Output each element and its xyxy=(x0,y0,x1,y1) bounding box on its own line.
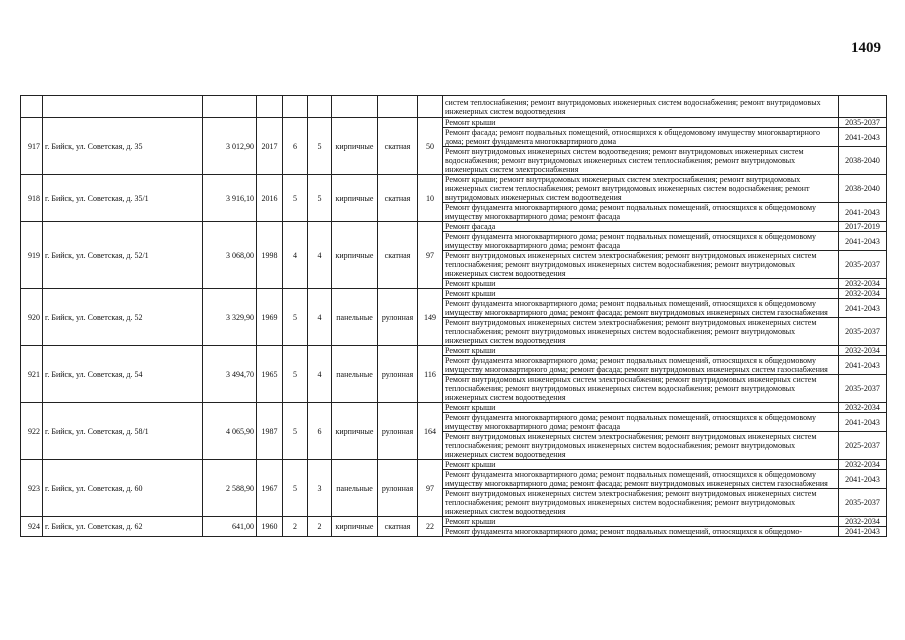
wall-material: панельные xyxy=(332,460,378,517)
table-row xyxy=(21,118,887,128)
table-row xyxy=(21,222,887,232)
work-period: 2035-2037 xyxy=(839,251,887,279)
work-description: Ремонт фундамента многоквартирного дома; ремонт подвальных помещений, относящихся к общедомовому имуществу многоквартирного дома; ремонт фасада; ремонт внутридомовых инженерных систем газоснабжения xyxy=(443,299,839,318)
work-description: Ремонт внутридомовых инженерных систем электроснабжения; ремонт внутридомовых инженерных систем теплоснабжения; ремонт внутридомовых инженерных систем водоснабжения; ремонт внутридомовых инженерных систем водоотведения xyxy=(443,432,839,460)
table-row xyxy=(21,517,887,527)
resident-count: 97 xyxy=(418,460,443,517)
house-number: 923 xyxy=(21,460,43,517)
house-address: г. Бийск, ул. Советская, д. 58/1 xyxy=(43,403,203,460)
floor-count: 5 xyxy=(283,460,308,517)
work-period: 2041-2043 xyxy=(839,470,887,489)
roof-type: рулонная xyxy=(378,346,418,403)
resident-count: 164 xyxy=(418,403,443,460)
work-description: Ремонт крыши xyxy=(443,403,839,413)
house-address: г. Бийск, ул. Советская, д. 54 xyxy=(43,346,203,403)
resident-count: 50 xyxy=(418,118,443,175)
work-period: 2035-2037 xyxy=(839,489,887,517)
wall-material: панельные xyxy=(332,346,378,403)
construction-year: 1969 xyxy=(257,289,283,346)
work-description: Ремонт фундамента многоквартирного дома; ремонт подвальных помещений, относящихся к общедомо- xyxy=(443,527,839,537)
house-area: 3 916,10 xyxy=(203,175,257,222)
construction-year: 2017 xyxy=(257,118,283,175)
entrance-count: 2 xyxy=(308,517,332,537)
construction-year: 1965 xyxy=(257,346,283,403)
entrance-count: 4 xyxy=(308,289,332,346)
floor-count: 4 xyxy=(283,222,308,289)
roof-type: рулонная xyxy=(378,460,418,517)
house-address: г. Бийск, ул. Советская, д. 35/1 xyxy=(43,175,203,222)
work-description: Ремонт внутридомовых инженерных систем электроснабжения; ремонт внутридомовых инженерных систем теплоснабжения; ремонт внутридомовых инженерных систем водоснабжения; ремонт внутридомовых инженерных систем водоотведения xyxy=(443,318,839,346)
resident-count: 22 xyxy=(418,517,443,537)
work-period: 2035-2037 xyxy=(839,118,887,128)
house-number: 919 xyxy=(21,222,43,289)
work-period: 2032-2034 xyxy=(839,460,887,470)
work-period: 2032-2034 xyxy=(839,403,887,413)
roof-type: рулонная xyxy=(378,403,418,460)
work-period: 2041-2043 xyxy=(839,128,887,147)
work-description: Ремонт фундамента многоквартирного дома; ремонт подвальных помещений, относящихся к общедомовому имуществу многоквартирного дома; ремонт фасада; ремонт внутридомовых инженерных систем газоснабжения xyxy=(443,356,839,375)
work-period: 2032-2034 xyxy=(839,289,887,299)
work-description: Ремонт крыши xyxy=(443,279,839,289)
house-number: 921 xyxy=(21,346,43,403)
wall-material: кирпичные xyxy=(332,403,378,460)
table-row xyxy=(21,403,887,413)
wall-material: кирпичные xyxy=(332,118,378,175)
work-description: Ремонт внутридомовых инженерных систем электроснабжения; ремонт внутридомовых инженерных систем теплоснабжения; ремонт внутридомовых инженерных систем водоснабжения; ремонт внутридомовых инженерных систем водоотведения xyxy=(443,375,839,403)
construction-year: 2016 xyxy=(257,175,283,222)
work-description: Ремонт крыши xyxy=(443,346,839,356)
floor-count: 5 xyxy=(283,346,308,403)
resident-count: 116 xyxy=(418,346,443,403)
roof-type: рулонная xyxy=(378,289,418,346)
work-description: Ремонт крыши; ремонт внутридомовых инженерных систем электроснабжения; ремонт внутридомовых инженерных систем теплоснабжения; ремонт внутридомовых инженерных систем водоснабжения; ремонт внутридомовых инженерных систем водоотведения xyxy=(443,175,839,203)
entrance-count: 6 xyxy=(308,403,332,460)
work-period: 2032-2034 xyxy=(839,279,887,289)
work-period: 2038-2040 xyxy=(839,175,887,203)
work-period: 2032-2034 xyxy=(839,517,887,527)
work-description: Ремонт фундамента многоквартирного дома; ремонт подвальных помещений, относящихся к общедомовому имуществу многоквартирного дома; ремонт фасада xyxy=(443,203,839,222)
work-period: 2032-2034 xyxy=(839,346,887,356)
house-address: г. Бийск, ул. Советская, д. 60 xyxy=(43,460,203,517)
work-period: 2035-2037 xyxy=(839,318,887,346)
work-description: Ремонт крыши xyxy=(443,289,839,299)
floor-count: 5 xyxy=(283,289,308,346)
work-period: 2035-2037 xyxy=(839,375,887,403)
work-period: 2041-2043 xyxy=(839,203,887,222)
wall-material: кирпичные xyxy=(332,222,378,289)
entrance-count: 4 xyxy=(308,222,332,289)
wall-material: панельные xyxy=(332,289,378,346)
house-area: 3 012,90 xyxy=(203,118,257,175)
work-description: Ремонт крыши xyxy=(443,460,839,470)
entrance-count: 4 xyxy=(308,346,332,403)
wall-material: кирпичные xyxy=(332,175,378,222)
roof-type: скатная xyxy=(378,118,418,175)
table-row xyxy=(21,460,887,470)
work-description: Ремонт фундамента многоквартирного дома; ремонт подвальных помещений, относящихся к общедомовому имуществу многоквартирного дома; ремонт фасада xyxy=(443,232,839,251)
work-description: Ремонт фундамента многоквартирного дома; ремонт подвальных помещений, относящихся к общедомовому имуществу многоквартирного дома; ремонт фасада xyxy=(443,413,839,432)
table-row xyxy=(21,175,887,203)
work-period: 2025-2037 xyxy=(839,432,887,460)
work-period: 2041-2043 xyxy=(839,527,887,537)
house-number: 924 xyxy=(21,517,43,537)
work-description: Ремонт внутридомовых инженерных систем водоотведения; ремонт внутридомовых инженерных систем водоснабжения; ремонт внутридомовых инженерных систем теплоснабжения; ремонт внутридомовых инженерных систем электроснабжения xyxy=(443,147,839,175)
house-area: 641,00 xyxy=(203,517,257,537)
work-period: 2017-2019 xyxy=(839,222,887,232)
house-number: 920 xyxy=(21,289,43,346)
floor-count: 5 xyxy=(283,175,308,222)
construction-year: 1987 xyxy=(257,403,283,460)
house-address: г. Бийск, ул. Советская, д. 62 xyxy=(43,517,203,537)
entrance-count: 5 xyxy=(308,118,332,175)
house-area: 3 494,70 xyxy=(203,346,257,403)
work-description: Ремонт крыши xyxy=(443,517,839,527)
entrance-count: 3 xyxy=(308,460,332,517)
work-description: Ремонт фасада; ремонт подвальных помещений, относящихся к общедомовому имуществу многоквартирного дома; ремонт фундамента многоквартирного дома xyxy=(443,128,839,147)
construction-year: 1967 xyxy=(257,460,283,517)
construction-year: 1960 xyxy=(257,517,283,537)
table-row xyxy=(21,289,887,299)
roof-type: скатная xyxy=(378,222,418,289)
page-number: 1409 xyxy=(851,40,881,56)
work-period: 2041-2043 xyxy=(839,232,887,251)
house-number: 922 xyxy=(21,403,43,460)
work-description: Ремонт фасада xyxy=(443,222,839,232)
floor-count: 2 xyxy=(283,517,308,537)
work-description: Ремонт внутридомовых инженерных систем электроснабжения; ремонт внутридомовых инженерных систем теплоснабжения; ремонт внутридомовых инженерных систем водоснабжения; ремонт внутридомовых инженерных систем водоотведения xyxy=(443,251,839,279)
work-description: систем теплоснабжения; ремонт внутридомовых инженерных систем водоснабжения; ремонт внутридомовых инженерных систем водоотведения xyxy=(443,96,839,118)
resident-count: 149 xyxy=(418,289,443,346)
house-number: 917 xyxy=(21,118,43,175)
house-area: 4 065,90 xyxy=(203,403,257,460)
house-address: г. Бийск, ул. Советская, д. 52/1 xyxy=(43,222,203,289)
work-period: 2041-2043 xyxy=(839,299,887,318)
wall-material: кирпичные xyxy=(332,517,378,537)
entrance-count: 5 xyxy=(308,175,332,222)
continuation-row xyxy=(21,96,887,118)
house-number: 918 xyxy=(21,175,43,222)
resident-count: 10 xyxy=(418,175,443,222)
floor-count: 6 xyxy=(283,118,308,175)
work-description: Ремонт фундамента многоквартирного дома; ремонт подвальных помещений, относящихся к общедомовому имуществу многоквартирного дома; ремонт фасада; ремонт внутридомовых инженерных систем газоснабжения xyxy=(443,470,839,489)
floor-count: 5 xyxy=(283,403,308,460)
house-address: г. Бийск, ул. Советская, д. 52 xyxy=(43,289,203,346)
work-description: Ремонт внутридомовых инженерных систем электроснабжения; ремонт внутридомовых инженерных систем теплоснабжения; ремонт внутридомовых инженерных систем водоснабжения; ремонт внутридомовых инженерных систем водоотведения xyxy=(443,489,839,517)
work-period: 2041-2043 xyxy=(839,356,887,375)
house-area: 2 588,90 xyxy=(203,460,257,517)
house-area: 3 068,00 xyxy=(203,222,257,289)
construction-year: 1998 xyxy=(257,222,283,289)
roof-type: скатная xyxy=(378,175,418,222)
work-period: 2041-2043 xyxy=(839,413,887,432)
table-row xyxy=(21,346,887,356)
housing-repair-table xyxy=(20,95,887,537)
resident-count: 97 xyxy=(418,222,443,289)
roof-type: скатная xyxy=(378,517,418,537)
work-description: Ремонт крыши xyxy=(443,118,839,128)
house-area: 3 329,90 xyxy=(203,289,257,346)
work-period: 2038-2040 xyxy=(839,147,887,175)
house-address: г. Бийск, ул. Советская, д. 35 xyxy=(43,118,203,175)
